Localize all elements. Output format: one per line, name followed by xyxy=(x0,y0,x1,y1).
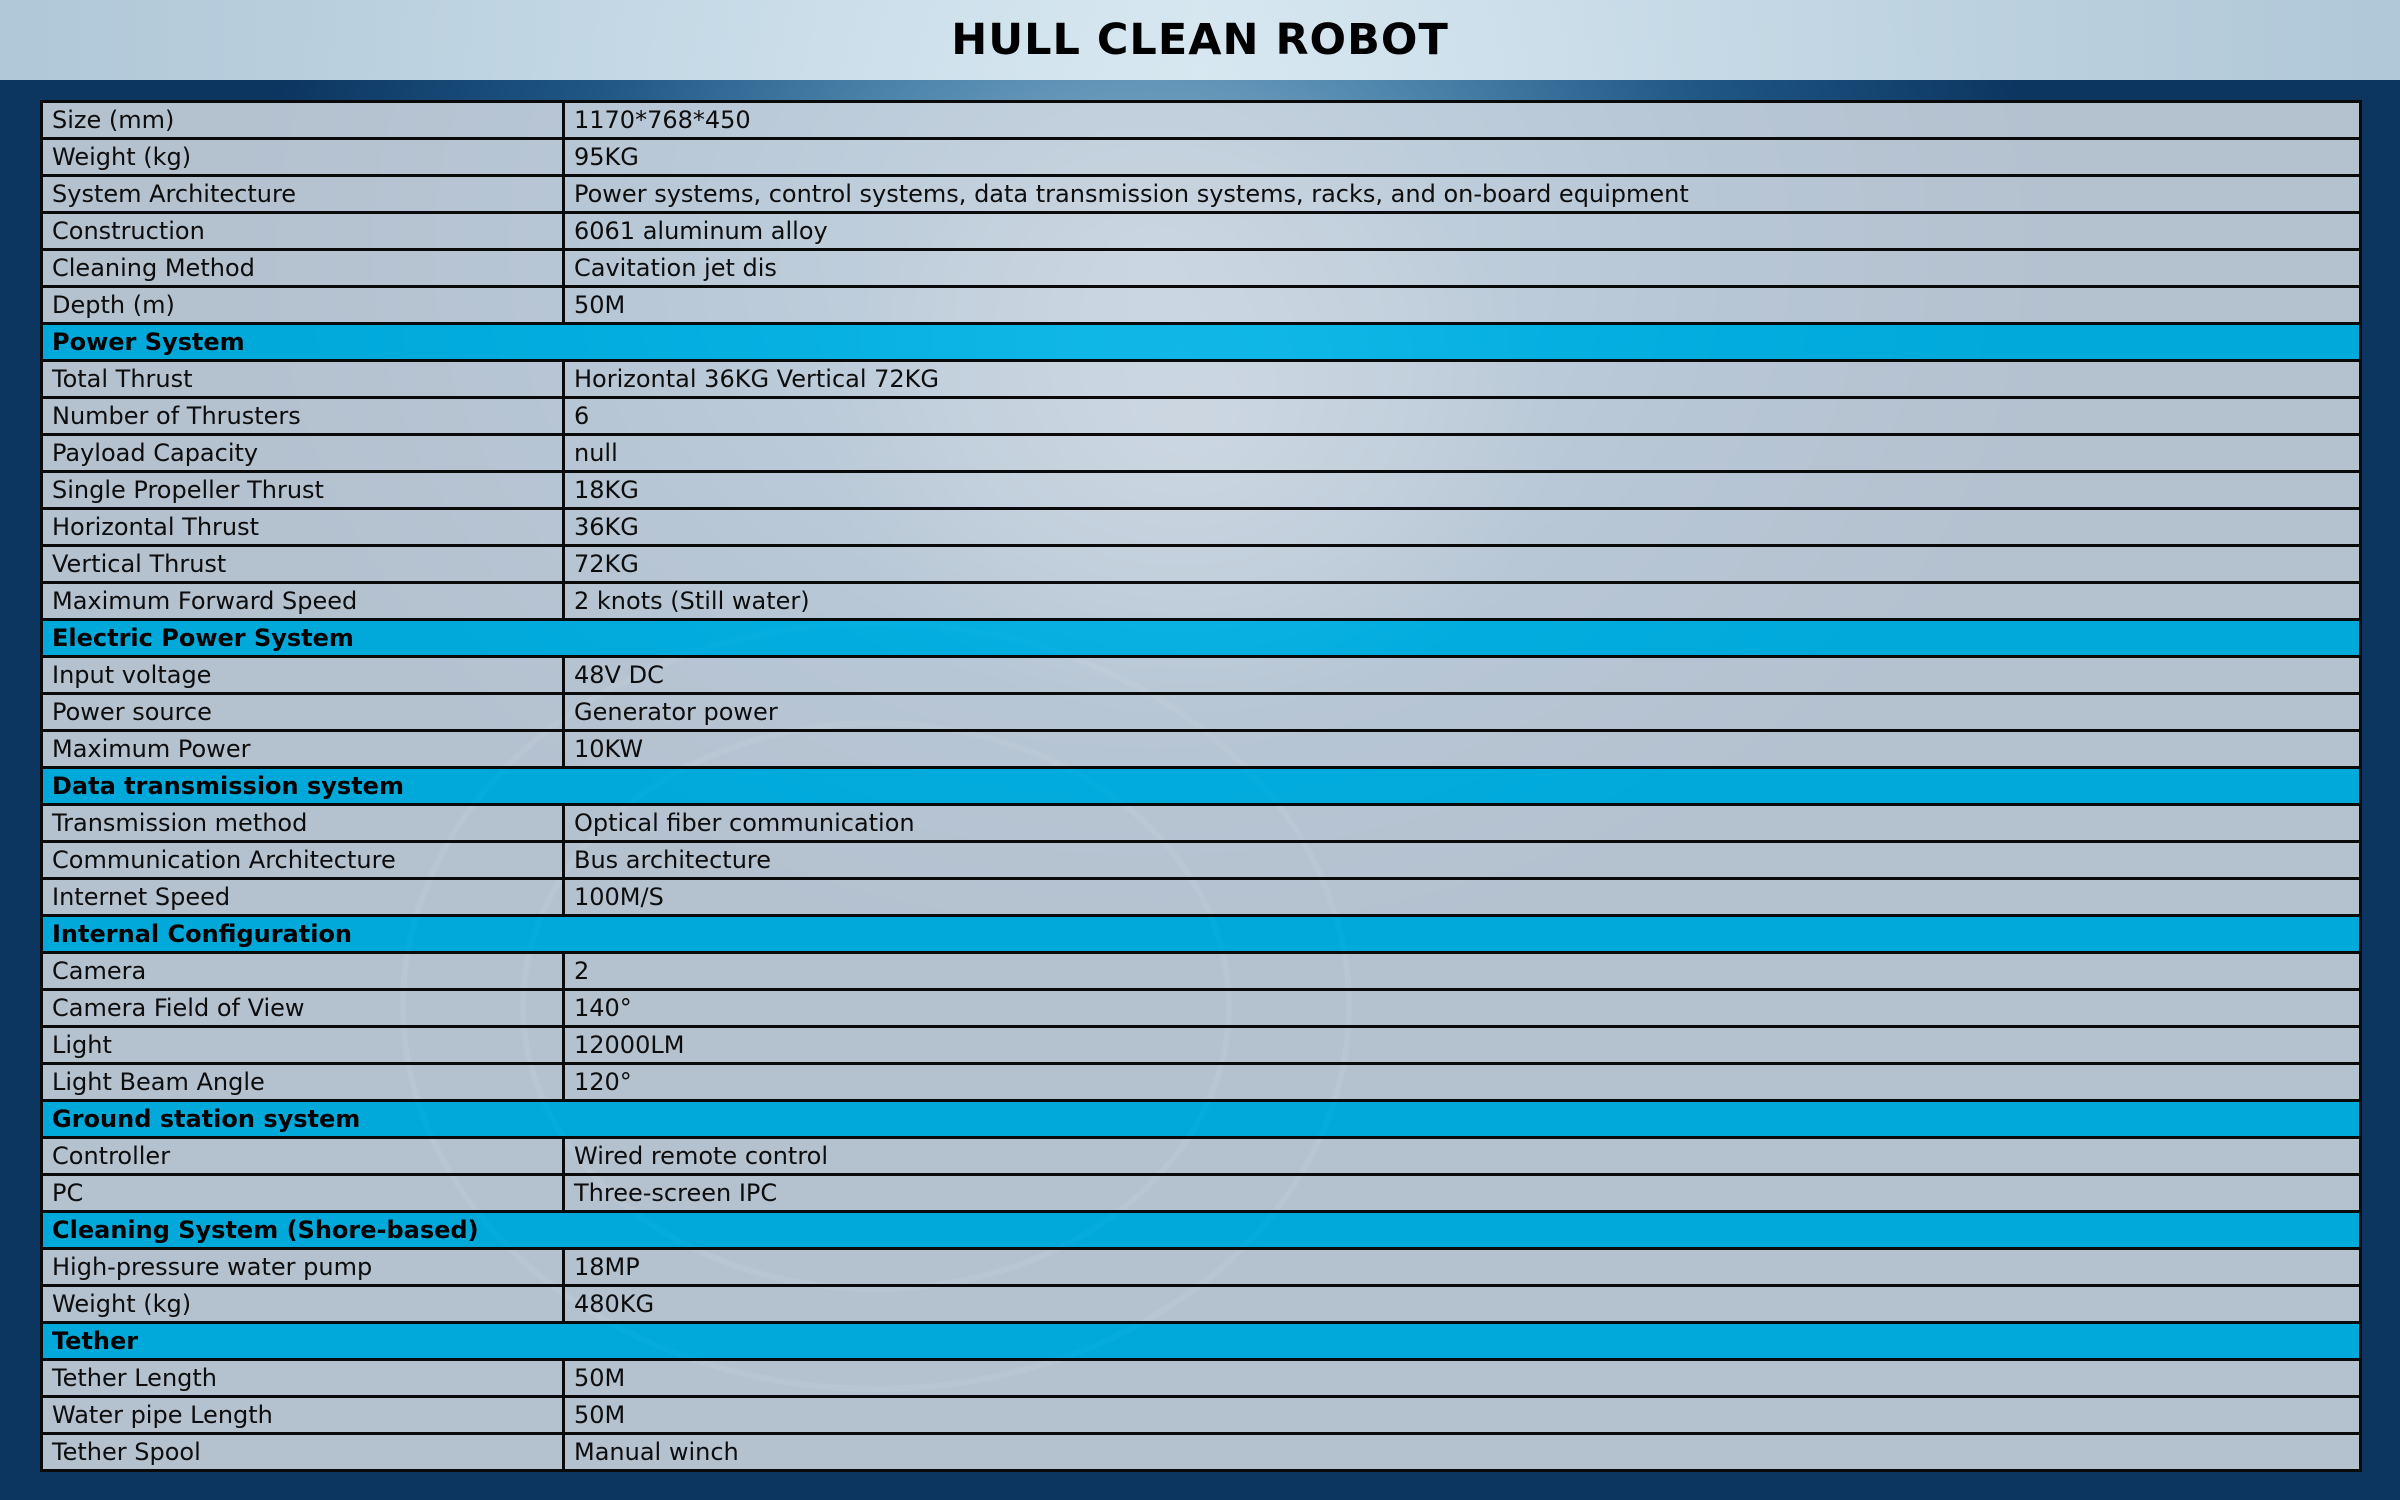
spec-row xyxy=(42,879,2361,916)
spec-table-body xyxy=(42,102,2361,1471)
spec-row xyxy=(42,1064,2361,1101)
spec-row xyxy=(42,1175,2361,1212)
spec-value: 72KG xyxy=(564,546,2361,583)
spec-value: 12000LM xyxy=(564,1027,2361,1064)
spec-row xyxy=(42,583,2361,620)
section-header: Internal Configuration xyxy=(42,916,2361,953)
spec-value: 6061 aluminum alloy xyxy=(564,213,2361,250)
spec-label: Weight (kg) xyxy=(42,1286,564,1323)
spec-row xyxy=(42,361,2361,398)
spec-label: Light Beam Angle xyxy=(42,1064,564,1101)
spec-row xyxy=(42,546,2361,583)
spec-row xyxy=(42,509,2361,546)
spec-value: 6 xyxy=(564,398,2361,435)
section-header: Tether xyxy=(42,1323,2361,1360)
spec-row xyxy=(42,1397,2361,1434)
spec-label: Maximum Power xyxy=(42,731,564,768)
spec-value: 2 knots (Still water) xyxy=(564,583,2361,620)
spec-label: Camera Field of View xyxy=(42,990,564,1027)
section-header-row xyxy=(42,1101,2361,1138)
spec-label: Payload Capacity xyxy=(42,435,564,472)
section-header: Cleaning System (Shore-based) xyxy=(42,1212,2361,1249)
spec-value: 95KG xyxy=(564,139,2361,176)
spec-value: 18MP xyxy=(564,1249,2361,1286)
spec-row xyxy=(42,953,2361,990)
spec-label: Weight (kg) xyxy=(42,139,564,176)
spec-value: null xyxy=(564,435,2361,472)
spec-value: 480KG xyxy=(564,1286,2361,1323)
spec-label: Tether Spool xyxy=(42,1434,564,1471)
title-bar xyxy=(0,0,2400,80)
spec-label: Transmission method xyxy=(42,805,564,842)
spec-label: System Architecture xyxy=(42,176,564,213)
spec-value: Generator power xyxy=(564,694,2361,731)
spec-row xyxy=(42,805,2361,842)
spec-row xyxy=(42,250,2361,287)
spec-value: 50M xyxy=(564,1397,2361,1434)
spec-label: Controller xyxy=(42,1138,564,1175)
spec-value: 120° xyxy=(564,1064,2361,1101)
spec-row xyxy=(42,1434,2361,1471)
section-header-row xyxy=(42,1323,2361,1360)
spec-label: Horizontal Thrust xyxy=(42,509,564,546)
spec-label: Tether Length xyxy=(42,1360,564,1397)
spec-row xyxy=(42,102,2361,139)
spec-label: PC xyxy=(42,1175,564,1212)
spec-value: 100M/S xyxy=(564,879,2361,916)
spec-label: Single Propeller Thrust xyxy=(42,472,564,509)
section-header-row xyxy=(42,1212,2361,1249)
spec-row xyxy=(42,176,2361,213)
spec-value: 1170*768*450 xyxy=(564,102,2361,139)
spec-label: Water pipe Length xyxy=(42,1397,564,1434)
spec-label: Size (mm) xyxy=(42,102,564,139)
spec-value: Wired remote control xyxy=(564,1138,2361,1175)
spec-label: Total Thrust xyxy=(42,361,564,398)
spec-row xyxy=(42,398,2361,435)
spec-row xyxy=(42,657,2361,694)
spec-row xyxy=(42,287,2361,324)
spec-value: Optical fiber communication xyxy=(564,805,2361,842)
spec-row xyxy=(42,472,2361,509)
spec-row xyxy=(42,1286,2361,1323)
section-header-row xyxy=(42,620,2361,657)
spec-value: Three-screen IPC xyxy=(564,1175,2361,1212)
spec-value: 50M xyxy=(564,1360,2361,1397)
spec-label: Internet Speed xyxy=(42,879,564,916)
spec-label: High-pressure water pump xyxy=(42,1249,564,1286)
spec-value: Bus architecture xyxy=(564,842,2361,879)
spec-row xyxy=(42,1138,2361,1175)
section-header-row xyxy=(42,916,2361,953)
spec-value: Cavitation jet dis xyxy=(564,250,2361,287)
section-header: Data transmission system xyxy=(42,768,2361,805)
spec-label: Maximum Forward Speed xyxy=(42,583,564,620)
spec-value: 50M xyxy=(564,287,2361,324)
spec-row xyxy=(42,842,2361,879)
spec-row xyxy=(42,139,2361,176)
spec-row xyxy=(42,435,2361,472)
spec-label: Cleaning Method xyxy=(42,250,564,287)
spec-row xyxy=(42,1249,2361,1286)
spec-label: Power source xyxy=(42,694,564,731)
spec-value: 36KG xyxy=(564,509,2361,546)
spec-label: Camera xyxy=(42,953,564,990)
spec-value: Power systems, control systems, data transmission systems, racks, and on-board equipment xyxy=(564,176,2361,213)
section-header-row xyxy=(42,324,2361,361)
spec-label: Vertical Thrust xyxy=(42,546,564,583)
spec-label: Input voltage xyxy=(42,657,564,694)
spec-label: Depth (m) xyxy=(42,287,564,324)
spec-row xyxy=(42,1360,2361,1397)
section-header: Electric Power System xyxy=(42,620,2361,657)
spec-row xyxy=(42,1027,2361,1064)
spec-value: 140° xyxy=(564,990,2361,1027)
spec-value: 2 xyxy=(564,953,2361,990)
spec-label: Construction xyxy=(42,213,564,250)
section-header: Power System xyxy=(42,324,2361,361)
spec-row xyxy=(42,213,2361,250)
section-header: Ground station system xyxy=(42,1101,2361,1138)
spec-label: Number of Thrusters xyxy=(42,398,564,435)
spec-table xyxy=(40,100,2362,1472)
page-title: HULL CLEAN ROBOT xyxy=(951,15,1449,65)
spec-row xyxy=(42,990,2361,1027)
spec-value: Horizontal 36KG Vertical 72KG xyxy=(564,361,2361,398)
spec-value: 48V DC xyxy=(564,657,2361,694)
spec-value: 10KW xyxy=(564,731,2361,768)
spec-label: Communication Architecture xyxy=(42,842,564,879)
spec-value: 18KG xyxy=(564,472,2361,509)
spec-row xyxy=(42,694,2361,731)
spec-label: Light xyxy=(42,1027,564,1064)
spec-value: Manual winch xyxy=(564,1434,2361,1471)
section-header-row xyxy=(42,768,2361,805)
spec-row xyxy=(42,731,2361,768)
